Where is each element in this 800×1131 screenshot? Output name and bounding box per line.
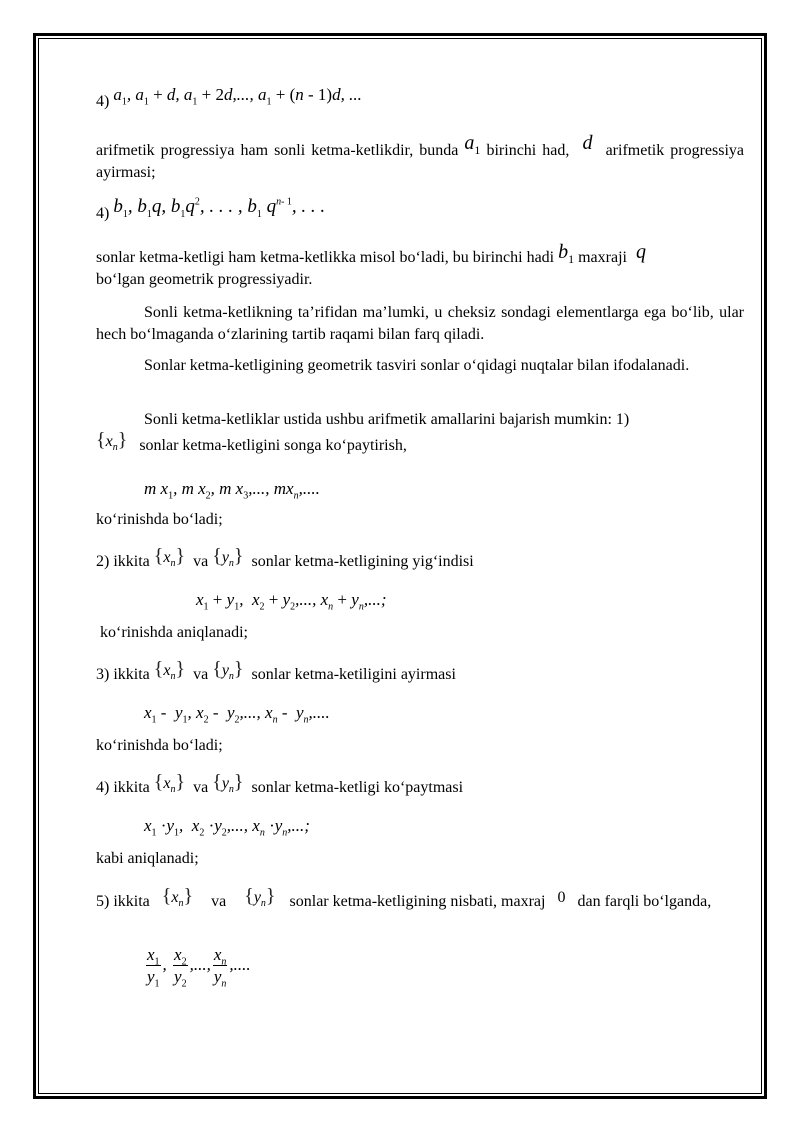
symbol-xn: $\{x_n\}$ (161, 885, 194, 910)
formula-label: 4) (96, 93, 110, 110)
paragraph-text: sonlar ketma-ketligini songa ko‘paytirish, (139, 437, 407, 454)
text-va: va (211, 893, 227, 910)
symbol-xn: $\{x_n\}$ (153, 771, 186, 796)
paragraph-operations (96, 409, 744, 457)
text-va: va (193, 779, 209, 796)
paragraph-geometric-view: Sonlar ketma-ketligining geometrik tasviri sonlar o‘qidagi nuqtalar bilan ifodalanadi. (144, 357, 690, 374)
item-product (96, 771, 744, 799)
item-label: 3) ikkita (96, 666, 150, 683)
symbol-yn: $\{y_n\}$ (244, 885, 276, 910)
item-text: sonlar ketma-ketiligini ayirmasi (251, 666, 456, 683)
item-label: 4) ikkita (96, 779, 150, 796)
item-difference (96, 658, 744, 686)
symbol-d: d (575, 132, 600, 154)
formula-label: 4) (96, 205, 110, 222)
formula-arithmetic-progression (96, 84, 744, 110)
symbol-q: q (630, 241, 646, 263)
paragraph-definition: Sonli ketma-ketlikning ta’rifidan ma’lumki, u cheksiz sondagi elementlarga ega bo‘lib, ular hech bo‘lmaganda o‘zlarining tartib raqami bilan farq qiladi. (96, 304, 744, 343)
symbol-xn: $\{x_n\}$ (153, 545, 186, 570)
formula-geometric-progression (96, 196, 744, 222)
paragraph-geometric (96, 241, 744, 291)
symbol-yn: $\{y_n\}$ (212, 658, 244, 683)
formula-ratio: $\frac{x_1}{y_1}$ , $\frac{x_2}{y_2}$ ,..., $\frac{x_n}{y_n}$ ,.... (147, 945, 251, 990)
item-label: 5) ikkita (96, 893, 150, 910)
paragraph-text: arifmetik progressiya ayirmasi; (96, 142, 745, 181)
symbol-b1: $b_1$ (558, 241, 575, 266)
symbol-zero: 0 (557, 889, 566, 906)
formula-product: $x_1 \cdot y_1$, $x_2 \cdot y_2$,..., $x_n \cdot y_n$,...; (144, 816, 310, 839)
formula-multiplication: m $x_1$, m $x_2$, m $x_3$,..., $mx_n$,.... (144, 479, 320, 502)
paragraph-text: sonlar ketma-ketligi ham ketma-ketlikka misol bo‘ladi, bu birinchi hadi (96, 249, 555, 266)
symbol-yn: $\{y_n\}$ (212, 771, 244, 796)
item-sum (96, 545, 744, 573)
formula-difference: $x_1 - y_1$, $x_2 - y_2$,..., $x_n - y_n$,.... (144, 703, 330, 726)
formula-sum: $x_1 + y_1$, $x_2 + y_2$,..., $x_n + y_n$,...; (196, 590, 387, 613)
paragraph-text: Sonli ketma-ketliklar ustida ushbu arifmetik amallarini bajarish mumkin: 1) (144, 411, 630, 428)
item-text: sonlar ketma-ketligi ko‘paytmasi (251, 779, 464, 796)
text-result-4: kabi aniqlanadi; (96, 850, 199, 867)
item-text: sonlar ketma-ketligining yig‘indisi (251, 553, 474, 570)
symbol-a1: $a_1$ (464, 132, 481, 157)
formula-geometric-expr: $b_1$, $b_1q$, $b_1q^2$, . . . , $b_1$ $q^{n- 1}$, . . . (113, 196, 326, 220)
text-va: va (193, 553, 209, 570)
formula-arithmetic-expr: $a_1$, $a_1 + d$, $a_1 + 2d$,..., $a_1 + (n - 1)d$, ... (113, 85, 362, 108)
text-result-1: ko‘rinishda bo‘ladi; (96, 511, 223, 528)
paragraph-text: maxraji (578, 249, 627, 266)
text-va: va (193, 666, 209, 683)
item-text: dan farqli bo‘lganda, (577, 893, 712, 910)
item-ratio (96, 885, 744, 913)
item-label: 2) ikkita (96, 553, 150, 570)
symbol-xn: $\{x_n\}$ (96, 429, 128, 454)
text-result-2: ko‘rinishda aniqlanadi; (100, 624, 248, 641)
paragraph-text: birinchi had, (486, 142, 570, 159)
paragraph-text: arifmetik progressiya ham sonli ketma-ketlikdir, bunda (96, 142, 459, 159)
item-text: sonlar ketma-ketligining nisbati, maxraj (289, 893, 546, 910)
symbol-xn: $\{x_n\}$ (153, 658, 186, 683)
paragraph-text: bo‘lgan geometrik progressiyadir. (96, 271, 313, 288)
symbol-yn: $\{y_n\}$ (212, 545, 244, 570)
paragraph-arithmetic (96, 132, 745, 184)
text-result-3: ko‘rinishda bo‘ladi; (96, 737, 223, 754)
